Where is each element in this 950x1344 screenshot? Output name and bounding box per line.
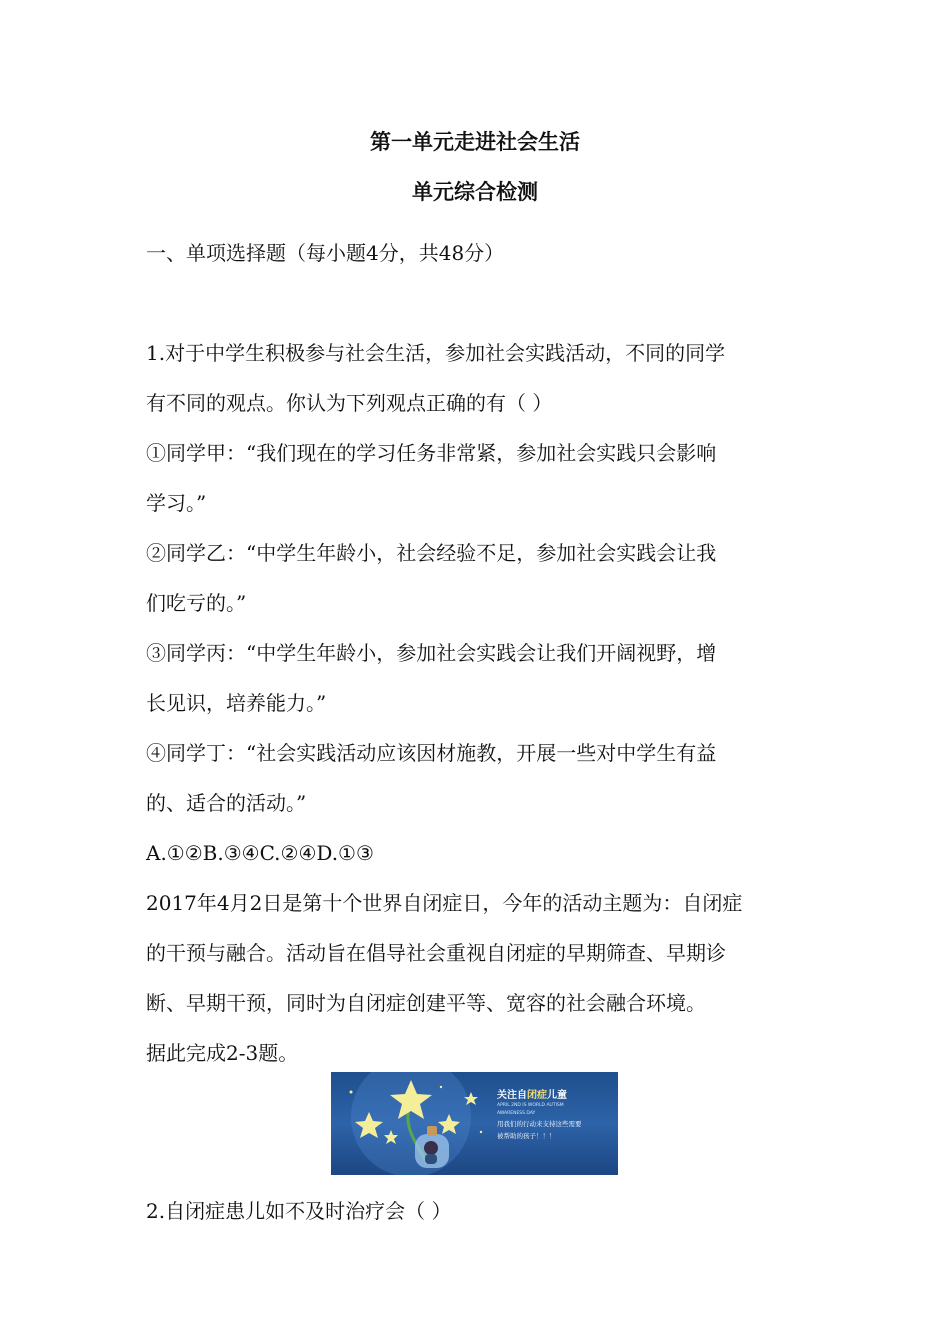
passage-line2: 的干预与融合。活动旨在倡导社会重视自闭症的早期筛查、早期诊: [146, 941, 726, 965]
q1-option1-line1: ①同学甲：“我们现在的学习任务非常紧，参加社会实践只会影响: [146, 441, 717, 465]
section-heading: 一、单项选择题（每小题4分，共48分）: [146, 241, 505, 265]
child-figure: [424, 1141, 438, 1155]
blank-line: [146, 278, 806, 328]
image-message-line1: 用我们的行动来支持这些需要: [497, 1120, 582, 1128]
image-caption: [497, 1086, 617, 1141]
q1-option1-line2: 学习。”: [146, 491, 207, 515]
passage-line1: 2017年4月2日是第十个世界自闭症日，今年的活动主题为：自闭症: [146, 891, 743, 915]
q1-option3-line2: 长见识，培养能力。”: [146, 691, 327, 715]
passage-line4: 据此完成2-3题。: [146, 1041, 299, 1065]
q2-stem: 2.自闭症患儿如不及时治疗会（ ）: [146, 1199, 452, 1223]
q1-stem-line1: 1.对于中学生积极参与社会生活，参加社会实践活动，不同的同学: [146, 341, 726, 365]
sparkle: [350, 1091, 353, 1094]
autism-awareness-image: [331, 1072, 618, 1175]
sparkle: [480, 1131, 482, 1133]
bottle-cork: [427, 1126, 437, 1136]
image-message-line2: 被帮助的孩子！！！: [497, 1132, 556, 1140]
q1-option2-line1: ②同学乙：“中学生年龄小，社会经验不足，参加社会实践会让我: [146, 541, 717, 565]
image-title-highlight: 闭症: [527, 1090, 547, 1101]
q1-option4-line2: 的、适合的活动。”: [146, 791, 307, 815]
child-body: [425, 1154, 437, 1164]
q1-choices: A.①②B.③④C.②④D.①③: [146, 841, 374, 865]
image-title-part: 儿童: [547, 1090, 567, 1101]
document-body: [146, 228, 806, 1078]
image-title-part: 关注自: [497, 1090, 527, 1101]
unit-subtitle: 单元综合检测: [412, 180, 538, 204]
q1-option4-line1: ④同学丁：“社会实践活动应该因材施教，开展一些对中学生有益: [146, 741, 717, 765]
passage-line3: 断、早期干预，同时为自闭症创建平等、宽容的社会融合环境。: [146, 991, 706, 1015]
sparkle: [440, 1086, 442, 1088]
unit-title: 第一单元走进社会生活: [370, 130, 580, 154]
image-title: [497, 1086, 617, 1101]
q1-option3-line1: ③同学丙：“中学生年龄小，参加社会实践会让我们开阔视野，增: [146, 641, 717, 665]
image-english-line2: AWARENESS DAY: [497, 1111, 536, 1116]
image-english-line1: APRIL 2ND IS WORLD AUTISM: [497, 1103, 564, 1108]
q1-option2-line2: 们吃亏的。”: [146, 591, 247, 615]
q1-stem-line2: 有不同的观点。你认为下列观点正确的有（ ）: [146, 391, 553, 415]
